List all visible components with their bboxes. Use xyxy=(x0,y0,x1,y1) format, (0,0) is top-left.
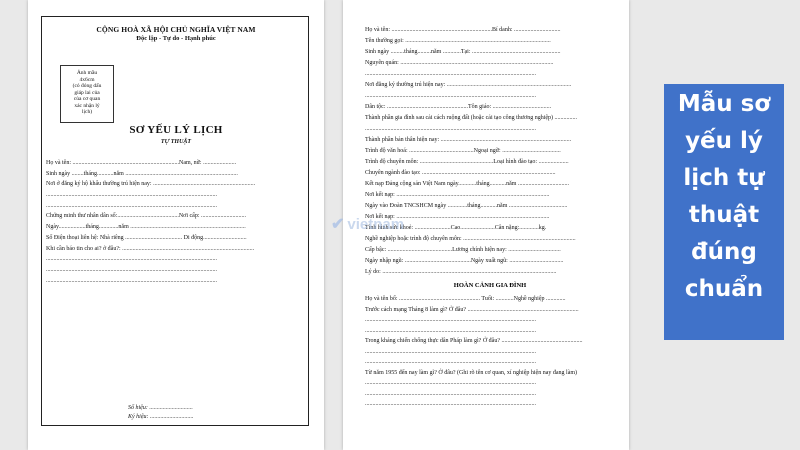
caption-badge xyxy=(664,84,784,340)
form-line: .................................................................................................................. xyxy=(365,348,536,355)
form-line: .................................................................................................................. xyxy=(46,256,217,263)
page1-form-lines xyxy=(46,158,302,286)
national-name: CỘNG HOÀ XÃ HỘI CHỦ NGHĨA VIỆT NAM xyxy=(96,25,256,34)
form-line: Ngày..................tháng.............năm ............................................................................. xyxy=(46,224,246,231)
form-line: Họ và tên: .......................................................................Nam, nữ: ...................... xyxy=(46,160,237,166)
form-line: Số Điện thoại liên hệ: Nhà riêng ...................................... Di động............................. xyxy=(46,234,247,241)
form-line: Cấp bậc: ...........................................Lương chính hiện nay: ................................... xyxy=(365,247,561,253)
form-line: .................................................................................................................. xyxy=(46,202,217,209)
family-section-title: HOÀN CẢNH GIA ĐÌNH xyxy=(453,282,527,289)
form-line: Lý do: .................................................................................................................... xyxy=(365,269,557,275)
form-line: Nguyên quán: ...................................................................................................... xyxy=(365,60,554,66)
form-line: .................................................................................................................. xyxy=(46,277,217,284)
form-line: Trình độ văn hoá: ...........................................Ngoại ngữ: ....................................... xyxy=(365,148,561,154)
form-line: .................................................................................................................. xyxy=(46,266,217,273)
form-line: Kết nạp Đảng cộng sản Việt Nam ngày............tháng...........năm .................................. xyxy=(365,181,569,187)
national-motto: Độc lập - Tự do - Hạnh phúc xyxy=(136,35,216,42)
form-line: Thành phần bản thân hiện nay: ....................................................................................... xyxy=(365,137,572,143)
caption-line: Mẫu sơ xyxy=(677,91,771,117)
form-line: Họ và tên bố: ...................................................... Tuổi: ............Nghề nghiệp ............. xyxy=(365,296,566,302)
caption-line: đúng xyxy=(691,239,757,265)
form-line: Nghề nghiệp hoặc trình độ chuyên môn: ........................................................................... xyxy=(365,236,576,242)
form-line: Nơi đăng ký thường trú hiện nay: ................................................................................... xyxy=(365,82,572,88)
form-line: Tên thường gọi: ................................................................................................. xyxy=(365,38,551,44)
form-line: Chuyên ngành đào tạo: ......................................................................................... xyxy=(365,170,556,176)
photo-box-text: lịch) xyxy=(81,109,93,115)
document-title: SƠ YẾU LÝ LỊCH xyxy=(129,124,223,136)
form-line: Họ và tên: ...................................................................Bí danh: ............................... xyxy=(365,27,561,33)
caption-line: lịch tự xyxy=(683,165,765,191)
document-subtitle: TỰ THUẬT xyxy=(160,139,192,145)
photo-box-text: giáp lai của xyxy=(74,89,100,96)
caption-line: yếu lý xyxy=(685,128,763,154)
form-line: Ngày vào Đoàn TNCSHCM ngày .............tháng...........năm ....................................... xyxy=(365,203,568,209)
check-icon: ✔ xyxy=(331,216,345,233)
photo-box-text: (có đóng dấu xyxy=(72,83,102,89)
form-line: Nơi kết nạp: ...................................................................................................... xyxy=(365,192,550,198)
caption-line: thuật xyxy=(688,202,760,228)
signature-block xyxy=(128,404,194,422)
form-line: .................................................................................................................. xyxy=(365,317,536,323)
form-line: .................................................................................................................. xyxy=(365,390,536,397)
form-line: Dân tộc: ......................................................Tôn giáo: ....................................... xyxy=(365,104,552,110)
form-line: Từ năm 1955 đến nay làm gì? Ở đâu? (Ghi rõ tên cơ quan, xí nghiệp hiện nay đang làm) xyxy=(365,369,578,376)
form-line: Tình hình sức khoẻ: ........................Cao.......................Cân nặng:.............kg. xyxy=(365,225,547,231)
photo-box xyxy=(60,65,114,123)
form-line: .................................................................................................................. xyxy=(365,359,536,365)
photo-box-text: Ảnh mầu xyxy=(76,70,98,76)
photo-box-text: của cơ quan xyxy=(73,96,101,102)
form-line: Chứng minh thư nhân dân số:.........................................Nơi cấp: .............................. xyxy=(46,213,247,220)
form-line: Nơi kết nạp: ...................................................................................................... xyxy=(365,214,550,220)
form-line: .................................................................................................................. xyxy=(365,126,536,132)
symbol-line: Ký hiệu: ............................. xyxy=(128,414,194,420)
photo-box-text: 4x6cm xyxy=(79,76,95,83)
form-line: .................................................................................................................. xyxy=(365,401,536,407)
form-line: Nơi ở đăng ký hộ khẩu thường trú hiện nay: .................................................................... xyxy=(46,181,256,188)
form-line: Sinh ngày ........tháng...........năm ........................................................................... xyxy=(46,170,238,177)
caption-line: chuẩn xyxy=(684,276,764,302)
form-line: Khi cần báo tin cho ai? ở đâu?: ........................................................................................ xyxy=(46,245,255,252)
form-line: Trong kháng chiến chống thực dân Pháp làm gì? Ở đâu? ...................................................... xyxy=(365,338,583,344)
form-line: .................................................................................................................. xyxy=(46,192,217,199)
photo-box-text: xác nhận lý xyxy=(74,102,100,109)
form-line: .................................................................................................................. xyxy=(365,327,536,334)
form-line: Trình độ chuyên môn: .................................................Loại hình đào tạo: .................... xyxy=(365,159,569,165)
form-line: .................................................................................................................. xyxy=(365,93,536,99)
document-page-1 xyxy=(28,0,324,450)
form-line: Ngày nhập ngũ: ............................................Ngày xuất ngũ: .................................... xyxy=(365,258,564,264)
form-line: .................................................................................................................. xyxy=(365,380,536,386)
watermark-logo xyxy=(331,214,404,234)
form-line: Sinh ngày .........tháng.........năm ............Tại: ........................................................... xyxy=(365,49,561,55)
serial-number-line: Số hiệu: ............................. xyxy=(128,405,193,411)
form-line: Trước cách mạng Tháng 8 làm gì? Ở đâu? .......................................................................... xyxy=(365,306,579,313)
form-line: Thành phần gia đình sau cải cách ruộng đất (hoặc cải tạo công thương nghiệp) ............... xyxy=(365,115,578,121)
form-line: .................................................................................................................. xyxy=(365,71,536,77)
watermark-text: vietnam xyxy=(347,216,405,233)
